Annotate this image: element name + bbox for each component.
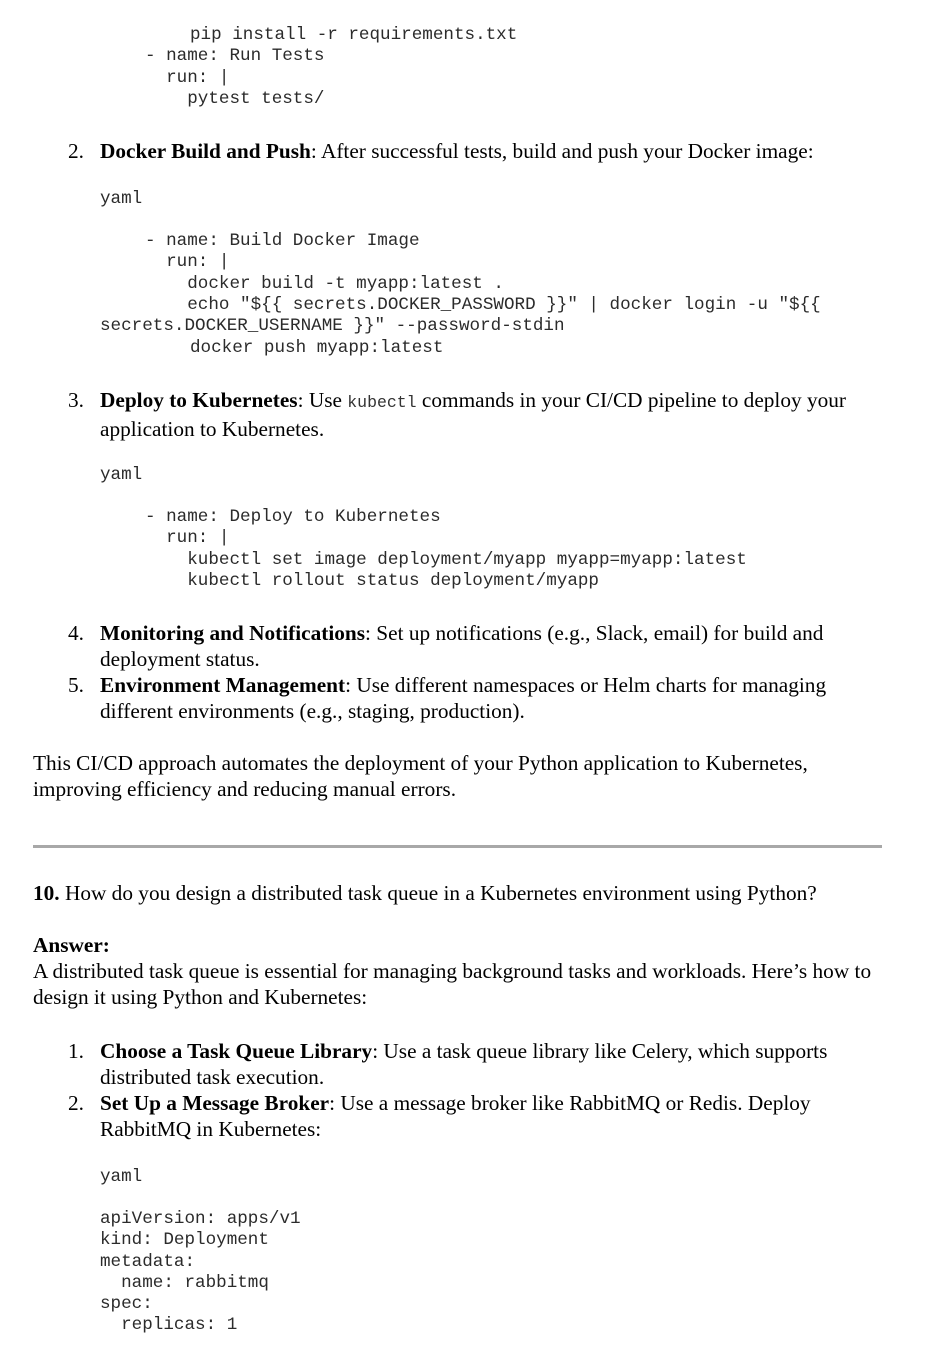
list-item-text: [100, 620, 900, 672]
list-item-title: Docker Build and Push: [100, 139, 311, 163]
list-number: 2.: [68, 1091, 84, 1115]
list-item-docker-build: [0, 138, 949, 168]
list-number: 5.: [68, 673, 84, 697]
list-item-monitoring: [0, 620, 949, 672]
list-number: 4.: [68, 621, 84, 645]
answer-intro: A distributed task queue is essential for managing background tasks and workloads. Here’s how to design it using Python and Kubernetes:: [33, 959, 872, 1009]
list-item-body: : Use different namespaces or Helm charts for managing different environments (e.g., staging, production).: [100, 673, 827, 723]
code-rabbitmq: apiVersion: apps/v1 kind: Deployment metadata: name: rabbitmq spec: replicas: 1: [100, 1209, 301, 1336]
code-lang-label: yaml: [100, 465, 143, 485]
section-divider: [33, 845, 882, 848]
question-text: How do you design a distributed task queue in a Kubernetes environment using Python?: [59, 881, 817, 905]
code-line-docker-wrap: secrets.DOCKER_USERNAME }}" --password-stdin: [100, 316, 565, 336]
code-block-rabbitmq: [100, 1209, 301, 1337]
list-item-text: [100, 672, 900, 724]
list-item-title: Monitoring and Notifications: [100, 621, 366, 645]
code-k8s: - name: Deploy to Kubernetes run: | kubectl set image deployment/myapp myapp=myapp:latest kubectl rollout status deployment/myapp: [145, 507, 747, 591]
code-line: pip install -r requirements.txt: [190, 25, 518, 45]
list-item-text: [100, 387, 900, 442]
list-item-task-queue-library: [0, 1038, 949, 1090]
list-item-text: [100, 1038, 900, 1090]
code-block-k8s: [145, 507, 747, 592]
answer-label: [33, 932, 893, 958]
list-item-body: : Set up notifications (e.g., Slack, email) for build and deployment status.: [100, 621, 824, 671]
summary-paragraph: This CI/CD approach automates the deployment of your Python application to Kubernetes, improving efficiency and reducing manual errors.: [33, 751, 808, 801]
inline-code-kubectl: kubectl: [347, 393, 417, 412]
list-item-message-broker: [0, 1090, 949, 1142]
list-item-deploy-k8s: [0, 387, 949, 443]
list-item-environment: [0, 672, 949, 724]
code-lines: - name: Run Tests run: | pytest tests/: [145, 46, 325, 109]
list-item-title: Set Up a Message Broker: [100, 1091, 330, 1115]
list-item-body-post: commands in your CI/CD pipeline to deploy your application to Kubernetes.: [100, 388, 847, 441]
list-number: 2.: [68, 139, 84, 163]
code-lang-label: yaml: [100, 1167, 143, 1187]
list-number: 1.: [68, 1039, 84, 1063]
code-lang-label: yaml: [100, 189, 143, 209]
list-item-title: Deploy to Kubernetes: [100, 388, 298, 412]
list-item-body: : Use a task queue library like Celery, which supports distributed task execution.: [100, 1039, 828, 1089]
list-item-title: Environment Management: [100, 673, 346, 697]
answer-label-text: Answer:: [33, 933, 110, 957]
code-block-run-tests: [145, 25, 517, 110]
list-item-body: : After successful tests, build and push your Docker image:: [310, 139, 814, 163]
list-number: 3.: [68, 388, 84, 412]
code-run-tests: [145, 25, 517, 110]
list-item-text: [100, 1090, 900, 1142]
list-item-body: : Use a message broker like RabbitMQ or Redis. Deploy RabbitMQ in Kubernetes:: [100, 1091, 811, 1141]
question-number: 10.: [33, 881, 60, 905]
list-item-text: [100, 138, 900, 164]
list-item-title: Choose a Task Queue Library: [100, 1039, 373, 1063]
code-block-docker: [145, 231, 821, 316]
code-docker: - name: Build Docker Image run: | docker build -t myapp:latest . echo "${{ secrets.DOCKER_PASSWORD }}" | docker login -u "${{: [145, 231, 821, 315]
list-item-body-pre: : Use: [297, 388, 348, 412]
question-heading: [33, 880, 923, 906]
code-line-docker-push: docker push myapp:latest: [190, 338, 444, 358]
